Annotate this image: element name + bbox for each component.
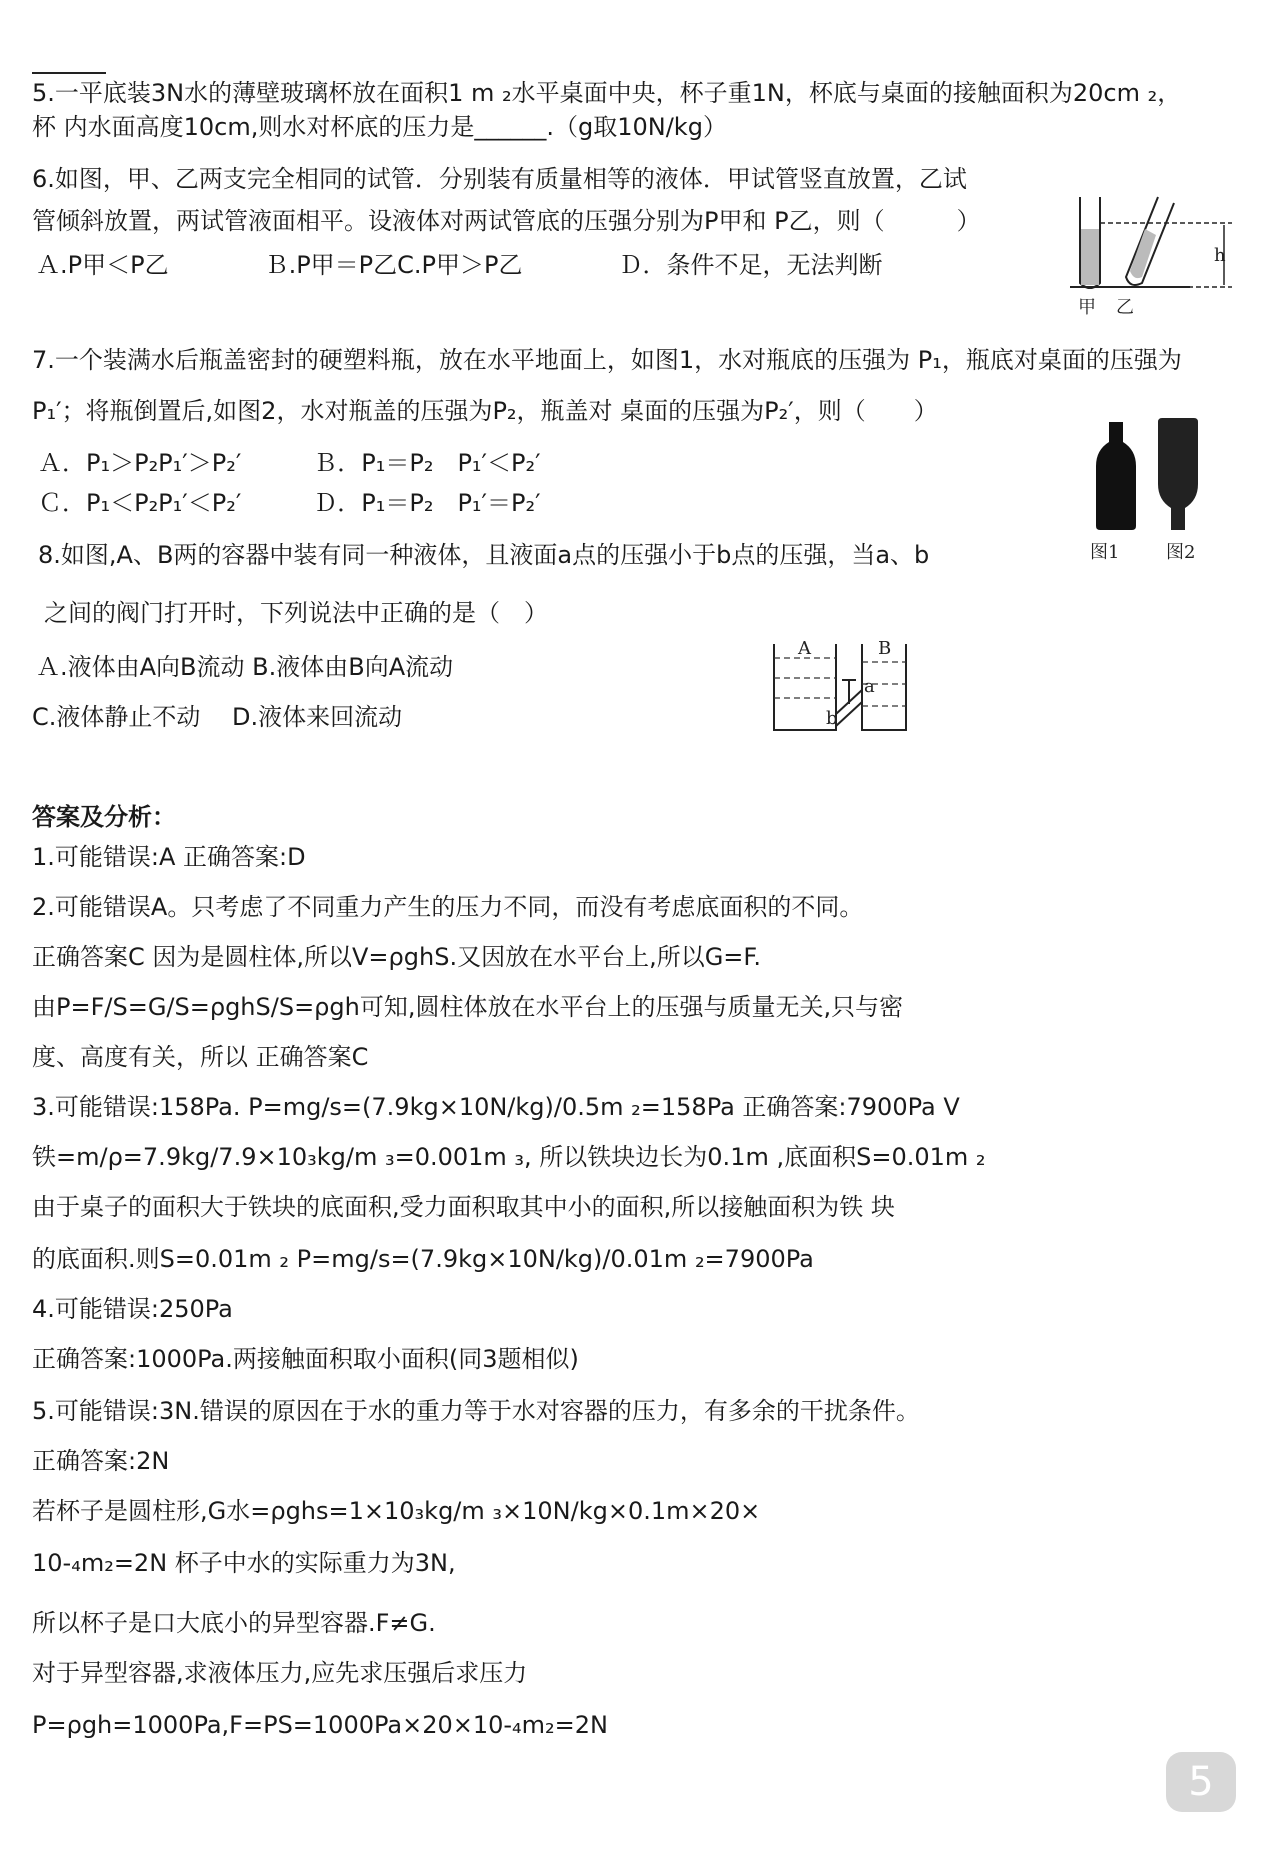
answer-line: 所以杯子是口大底小的异型容器.F≠G. [32,1609,436,1637]
bottles-figure [1070,418,1230,563]
answer-line: 2.可能错误A。只考虑了不同重力产生的压力不同，而没有考虑底面积的不同。 [32,893,864,921]
q5-line-2: 杯 内水面高度10cm,则水对杯底的压力是______.（g取10N/kg） [32,113,727,141]
point-b-label: b [826,708,838,729]
q8-options-cd: C.液体静止不动 D.液体来回流动 [32,703,403,731]
answers-heading: 答案及分析： [32,803,176,831]
tube-yi-label: 乙 [1116,297,1134,318]
answer-line: P=ρgh=1000Pa,F=PS=1000Pa×20×10-₄m₂=2N [32,1711,608,1739]
h-label: h [1214,245,1226,266]
answer-line: 4.可能错误:250Pa [32,1295,233,1323]
q8-options-ab: Ａ.液体由A向B流动 B.液体由B向A流动 [36,653,454,681]
figure-2-label: 图2 [1166,542,1196,563]
answer-line: 5.可能错误:3N.错误的原因在于水的重力等于水对容器的压力，有多余的干扰条件。 [32,1397,920,1425]
answer-line: 对于异型容器,求液体压力,应先求压强后求压力 [32,1659,528,1687]
q5-line-1: 5.一平底装3N水的薄壁玻璃杯放在面积1 m ₂水平桌面中央，杯子重1N，杯底与桌面的接触面积为20cm ₂， [32,79,1182,107]
q6-line-2: 管倾斜放置，两试管液面相平。设液体对两试管底的压强分别为P甲和 P乙，则（ ） [32,207,981,235]
answer-line: 由于桌子的面积大于铁块的底面积,受力面积取其中小的面积,所以接触面积为铁 块 [32,1193,895,1221]
point-a-label: a [864,676,875,697]
q6-line-1: 6.如图，甲、乙两支完全相同的试管．分别装有质量相等的液体．甲试管竖直放置，乙试 [32,165,967,193]
top-rule [32,72,106,74]
page-number-badge: 5 [1166,1752,1236,1812]
answer-line: 3.可能错误:158Pa. P=mg/s=(7.9kg×10N/kg)/0.5m ₂=158Pa 正确答案:7900Pa V [32,1093,960,1121]
q8-line-2: 之间的阀门打开时，下列说法中正确的是（ ） [44,599,548,627]
q7-line-2: P₁′；将瓶倒置后,如图2，水对瓶盖的压强为P₂，瓶盖对 桌面的压强为P₂′，则（ ） [32,397,938,425]
container-b-label: B [878,638,892,659]
answer-line: 1.可能错误:A 正确答案:D [32,843,306,871]
test-tubes-figure [1060,195,1240,325]
tube-jia-label: 甲 [1078,297,1096,318]
q8-line-1: 8.如图,A、B两的容器中装有同一种液体，且液面a点的压强小于b点的压强，当a、b [38,541,930,569]
answer-line: 正确答案:2N [32,1447,170,1475]
answer-line: 由P=F/S=G/S=ρghS/S=ρgh可知,圆柱体放在水平台上的压强与质量无关,只与密 [32,993,904,1021]
answer-line: 若杯子是圆柱形,G水=ρghs=1×10₃kg/m ₃×10N/kg×0.1m×20× [32,1497,761,1525]
q6-options: Ａ.P甲＜P乙 Ｂ.P甲＝P乙C.P甲＞P乙 Ｄ．条件不足，无法判断 [36,251,883,279]
answer-line: 的底面积.则S=0.01m ₂ P=mg/s=(7.9kg×10N/kg)/0.01m ₂=7900Pa [32,1245,814,1273]
connected-containers-figure [770,636,910,736]
q7-line-1: 7.一个装满水后瓶盖密封的硬塑料瓶，放在水平地面上，如图1，水对瓶底的压强为 P₁，瓶底对桌面的压强为 [32,346,1182,374]
figure-1-label: 图1 [1090,542,1120,563]
answer-line: 正确答案:1000Pa.两接触面积取小面积(同3题相似) [32,1345,579,1373]
answer-line: 10-₄m₂=2N 杯子中水的实际重力为3N, [32,1549,456,1577]
answer-line: 正确答案C 因为是圆柱体,所以V=ρghS.又因放在水平台上,所以G=F. [32,943,761,971]
answer-line: 铁=m/ρ=7.9kg/7.9×10₃kg/m ₃=0.001m ₃, 所以铁块边长为0.1m ,底面积S=0.01m ₂ [32,1143,986,1171]
q7-options-ab: Ａ．P₁＞P₂P₁′＞P₂′ Ｂ．P₁＝P₂ P₁′＜P₂′ [38,449,541,477]
answer-line: 度、高度有关，所以 正确答案C [32,1043,369,1071]
container-a-label: A [798,638,811,659]
q7-options-cd: Ｃ．P₁＜P₂P₁′＜P₂′ Ｄ．P₁＝P₂ P₁′＝P₂′ [38,489,541,517]
